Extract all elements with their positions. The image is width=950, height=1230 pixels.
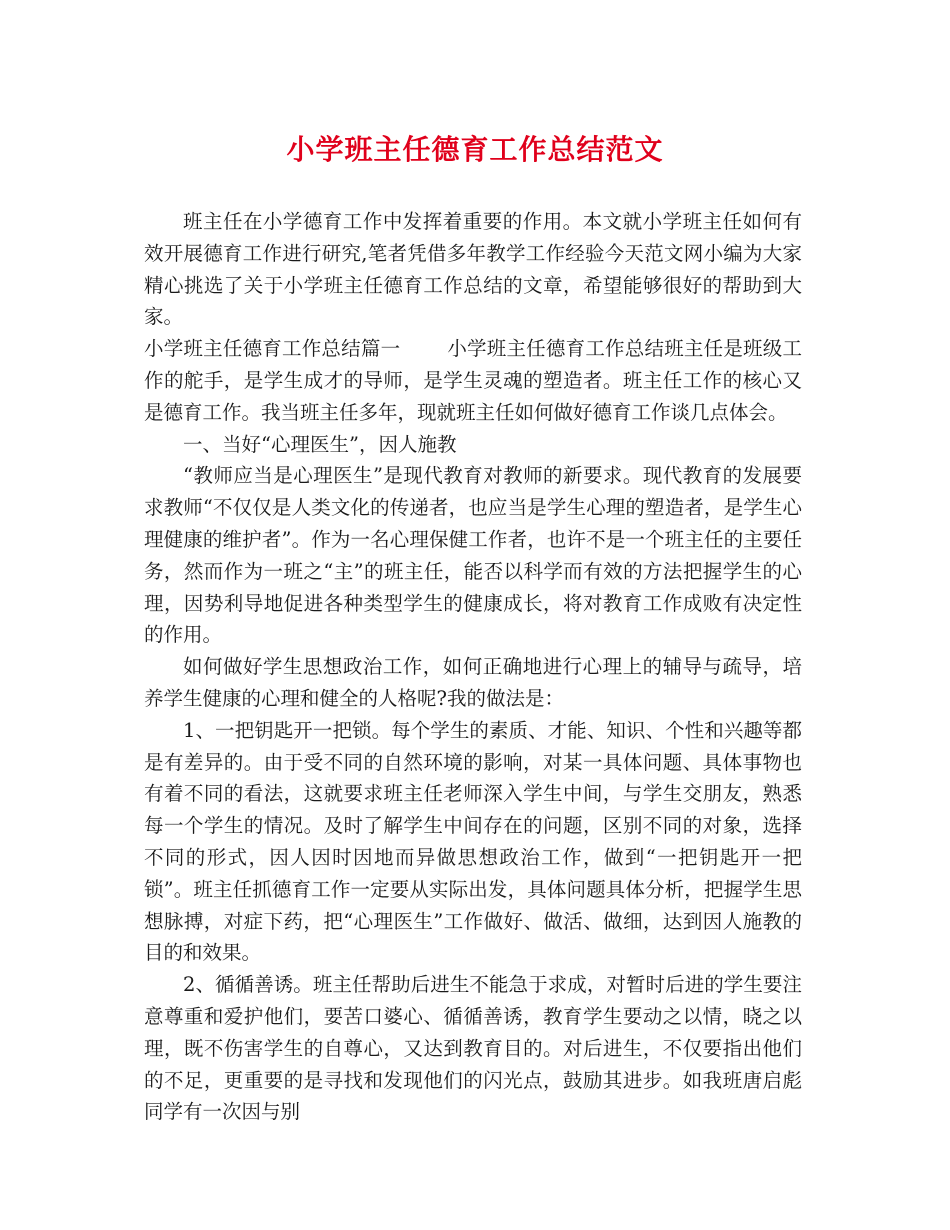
document-body [144, 206, 802, 1128]
intro-paragraph: 班主任在小学德育工作中发挥着重要的作用。本文就小学班主任如何有效开展德育工作进行研究,笔者凭借多年教学工作经验今天范文网小编为大家精心挑选了关于小学班主任德育工作总结的文章，希望能够很好的帮助到大家。 [144, 210, 802, 329]
paragraph-3: 1、一把钥匙开一把锁。每个学生的素质、才能、知识、个性和兴趣等都是有差异的。由于受不同的自然环境的影响，对某一具体问题、具体事物也有着不同的看法，这就要求班主任老师深入学生中间，与学生交朋友，熟悉每一个学生的情况。及时了解学生中间存在的问题，区别不同的对象，选择不同的形式，因人因时因地而异做思想政治工作，做到“一把钥匙开一把锁”。班主任抓德育工作一定要从实际出发，具体问题具体分析，把握学生思想脉搏，对症下药，把“心理医生”工作做好、做活、做细，达到因人施教的目的和效果。 [144, 718, 802, 965]
heading-one: 一、当好“心理医生”，因人施教 [183, 432, 457, 456]
paragraph-1: “教师应当是心理医生”是现代教育对教师的新要求。现代教育的发展要求教师“不仅仅是人类文化的传递者，也应当是学生心理的塑造者，是学生心理健康的维护者”。作为一名心理保健工作者，也许不是一个班主任的主要任务，然而作为一班之“主”的班主任，能否以科学而有效的方法把握学生的心理，因势利导地促进各种类型学生的健康成长，将对教育工作成败有决定性的作用。 [144, 464, 802, 647]
section-text: 小学班主任德育工作总结班主任是班级工作的舵手，是学生成才的导师，是学生灵魂的塑造者。班主任工作的核心又是德育工作。我当班主任多年，现就班主任如何做好德育工作谈几点体会。 [144, 337, 802, 424]
paragraph-4: 2、循循善诱。班主任帮助后进生不能急于求成，对暂时后进的学生要注意尊重和爱护他们，要苦口婆心、循循善诱，教育学生要动之以情，晓之以理，既不伤害学生的自尊心，又达到教育目的。对后进生，不仅要指出他们的不足，更重要的是寻找和发现他们的闪光点，鼓励其进步。如我班唐启彪同学有一次因与别 [144, 973, 802, 1124]
document-title: 小学班主任德育工作总结范文 [286, 133, 664, 166]
section-paragraph [144, 333, 802, 428]
paragraph-2: 如何做好学生思想政治工作，如何正确地进行心理上的辅导与疏导，培养学生健康的心理和健全的人格呢?我的做法是： [144, 655, 802, 710]
section-label: 小学班主任德育工作总结篇一 [144, 337, 401, 361]
